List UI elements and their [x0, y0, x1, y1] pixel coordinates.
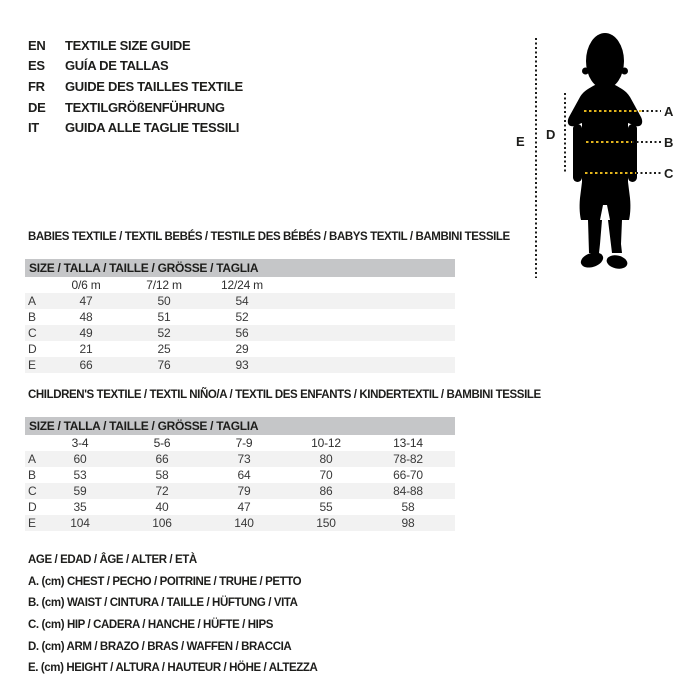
child-silhouette: [566, 30, 650, 276]
cell: 86: [319, 484, 333, 498]
table-row-b: [25, 309, 455, 325]
cell: 53: [73, 468, 87, 482]
row-label: C: [28, 326, 37, 340]
size-header-label: SIZE / TALLA / TAILLE / GRÖSSE / TAGLIA: [29, 419, 259, 433]
row-label: C: [28, 484, 37, 498]
legend-arm: D. (cm) ARM / BRAZO / BRAS / WAFFEN / BRACCIA: [28, 640, 292, 653]
cell: 52: [235, 310, 249, 324]
column-header: 12/24 m: [221, 278, 263, 292]
height-line-e: [535, 38, 537, 278]
legend-age: AGE / EDAD / ÂGE / ALTER / ETÀ: [28, 553, 197, 566]
table-row-d: [25, 341, 455, 357]
cell: 58: [401, 500, 415, 514]
language-title: GUIDE DES TAILLES TEXTILE: [65, 78, 243, 94]
cell: 106: [152, 516, 172, 530]
cell: 35: [73, 500, 87, 514]
language-code: IT: [28, 120, 39, 136]
cell: 66-70: [393, 468, 423, 482]
babies-size-header-bar: [25, 259, 455, 277]
language-code: ES: [28, 58, 45, 74]
cell: 54: [235, 294, 249, 308]
cell: 64: [237, 468, 251, 482]
children-size-header-bar: [25, 417, 455, 435]
cell: 25: [157, 342, 171, 356]
cell: 60: [73, 452, 87, 466]
cell: 40: [155, 500, 169, 514]
label-arm-d: D: [546, 127, 556, 142]
measurement-legend: [28, 549, 317, 679]
hip-line-c: [585, 172, 636, 174]
cell: 73: [237, 452, 251, 466]
row-label: D: [28, 342, 37, 356]
table-row-a: [25, 451, 455, 467]
table-row-c: [25, 325, 455, 341]
size-header-label: SIZE / TALLA / TAILLE / GRÖSSE / TAGLIA: [29, 261, 259, 275]
column-header: 5-6: [153, 436, 171, 450]
language-list: [28, 35, 243, 138]
cell: 55: [319, 500, 333, 514]
row-label: B: [28, 310, 36, 324]
column-header: 0/6 m: [71, 278, 101, 292]
cell: 56: [235, 326, 249, 340]
language-code: FR: [28, 78, 45, 94]
language-title: TEXTILGRÖßENFÜHRUNG: [65, 99, 225, 115]
column-header: 7/12 m: [146, 278, 182, 292]
language-code: EN: [28, 37, 46, 53]
table-row-c: [25, 483, 455, 499]
column-header: 3-4: [71, 436, 89, 450]
cell: 66: [79, 358, 93, 372]
table-row-a: [25, 293, 455, 309]
cell: 58: [155, 468, 169, 482]
cell: 104: [70, 516, 90, 530]
cell: 52: [157, 326, 171, 340]
label-waist-b: B: [664, 135, 674, 150]
cell: 47: [237, 500, 251, 514]
cell: 21: [79, 342, 93, 356]
language-title: GUIDA ALLE TAGLIE TESSILI: [65, 120, 240, 136]
language-row-de: [28, 97, 243, 118]
column-header: 10-12: [311, 436, 341, 450]
language-title: TEXTILE SIZE GUIDE: [65, 37, 191, 53]
cell: 70: [319, 468, 333, 482]
cell: 50: [157, 294, 171, 308]
chest-line-a-ext: [642, 110, 661, 112]
table-row-e: [25, 515, 455, 531]
language-code: DE: [28, 99, 46, 115]
language-row-it: [28, 117, 243, 138]
row-label: B: [28, 468, 36, 482]
legend-hip: C. (cm) HIP / CADERA / HANCHE / HÜFTE / HIPS: [28, 618, 274, 631]
cell: 79: [237, 484, 251, 498]
table-row-e: [25, 357, 455, 373]
language-row-en: [28, 35, 243, 56]
row-label: A: [28, 294, 36, 308]
cell: 51: [157, 310, 171, 324]
babies-section-title: BABIES TEXTILE / TEXTIL BEBÉS / TESTILE DES BÉBÉS / BABYS TEXTIL / BAMBINI TESSILE: [28, 231, 510, 243]
hip-line-c-ext: [636, 172, 661, 174]
cell: 29: [235, 342, 249, 356]
row-label: E: [28, 358, 36, 372]
cell: 72: [155, 484, 169, 498]
cell: 76: [157, 358, 171, 372]
table-row-b: [25, 467, 455, 483]
cell: 47: [79, 294, 93, 308]
cell: 59: [73, 484, 87, 498]
cell: 48: [79, 310, 93, 324]
language-title: GUÍA DE TALLAS: [65, 58, 169, 74]
row-label: A: [28, 452, 36, 466]
language-row-fr: [28, 76, 243, 97]
chest-line-a: [584, 110, 642, 112]
cell: 140: [234, 516, 254, 530]
children-section-title: CHILDREN'S TEXTILE / TEXTIL NIÑO/A / TEXTIL DES ENFANTS / KINDERTEXTIL / BAMBINI TESSILE: [28, 389, 541, 401]
legend-chest: A. (cm) CHEST / PECHO / POITRINE / TRUHE / PETTO: [28, 575, 302, 588]
label-height-e: E: [516, 134, 525, 149]
cell: 49: [79, 326, 93, 340]
cell: 98: [401, 516, 415, 530]
legend-height: E. (cm) HEIGHT / ALTURA / HAUTEUR / HÖHE / ALTEZZA: [28, 662, 318, 675]
language-row-es: [28, 56, 243, 77]
cell: 150: [316, 516, 336, 530]
cell: 66: [155, 452, 169, 466]
cell: 80: [319, 452, 333, 466]
cell: 84-88: [393, 484, 423, 498]
cell: 78-82: [393, 452, 423, 466]
column-header: 13-14: [393, 436, 423, 450]
cell: 93: [235, 358, 249, 372]
label-hip-c: C: [664, 166, 674, 181]
children-column-header-row: [25, 435, 455, 451]
legend-waist: B. (cm) WAIST / CINTURA / TAILLE / HÜFTUNG / VITA: [28, 597, 298, 610]
row-label: D: [28, 500, 37, 514]
column-header: 7-9: [235, 436, 253, 450]
label-chest-a: A: [664, 104, 674, 119]
waist-line-b: [586, 141, 632, 143]
waist-line-b-ext: [632, 141, 661, 143]
table-row-d: [25, 499, 455, 515]
row-label: E: [28, 516, 36, 530]
babies-column-header-row: [25, 277, 455, 293]
